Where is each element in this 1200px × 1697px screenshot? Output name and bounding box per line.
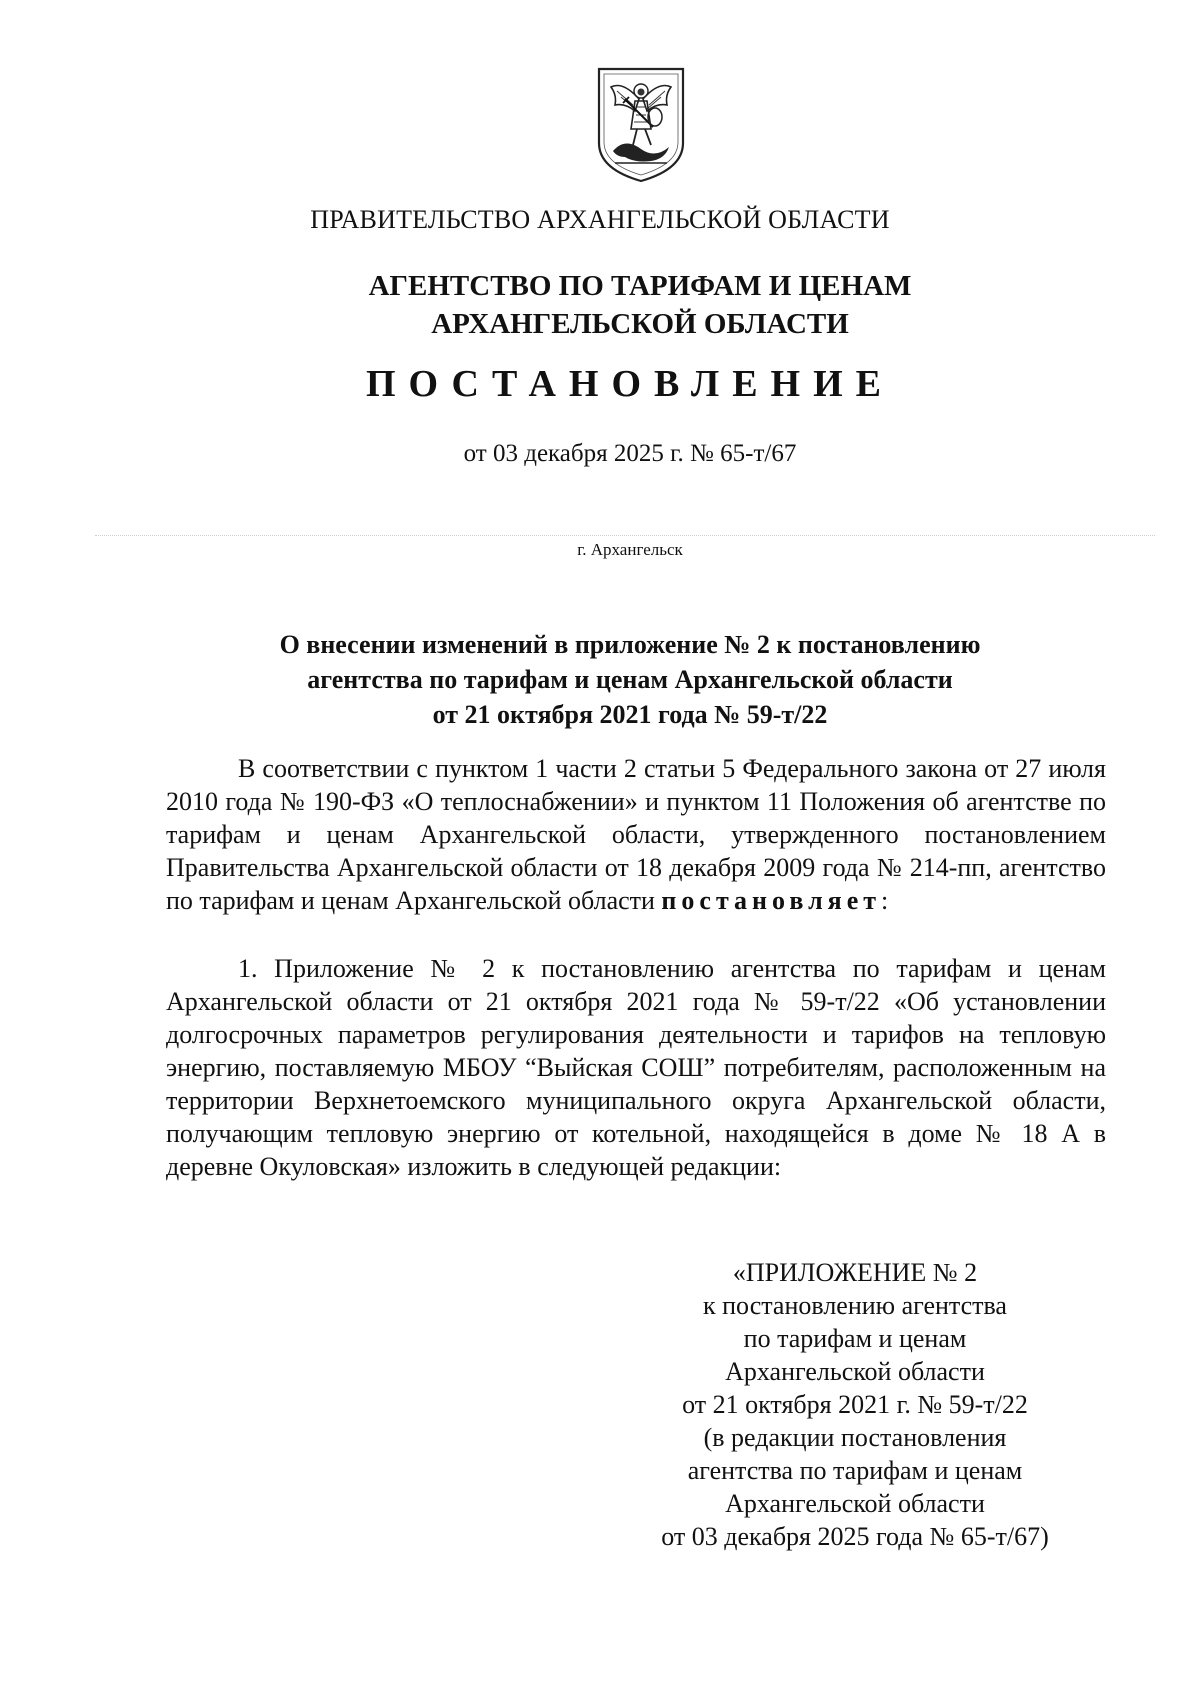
decree-date: от 03 декабря 2025 г. № 65-т/67 <box>463 440 797 467</box>
appendix-line: «ПРИЛОЖЕНИЕ № 2 <box>732 1258 978 1287</box>
body-paragraph-preamble <box>166 752 1106 917</box>
decides-colon: : <box>881 886 889 915</box>
appendix-heading <box>620 1256 1090 1553</box>
decree-title: ПОСТАНОВЛЕНИЕ <box>365 363 895 405</box>
body-paragraph-item-1: 1. Приложение № 2 к постановлению агентства по тарифам и ценам Архангельской области от 21 октября 2021 года № 59-т/22 «Об установлении долгосрочных параметров регулирования деятельности и тарифов на тепловую энергию, поставляемую МБОУ “Выйская СОШ” потребителям, расположенным на территории Верхнетоемского муниципального округа Архангельской области, получающим тепловую энергию от котельной, находящейся в доме № 18 А в деревне Окуловская» изложить в следующей редакции: <box>166 954 1106 1181</box>
government-name: ПРАВИТЕЛЬСТВО АРХАНГЕЛЬСКОЙ ОБЛАСТИ <box>310 205 890 234</box>
subject-line1: О внесении изменений в приложение № 2 к постановлению <box>279 630 981 659</box>
subject-line2: агентства по тарифам и ценам Архангельской области <box>307 665 953 694</box>
agency-name-line2: АРХАНГЕЛЬСКОЙ ОБЛАСТИ <box>431 308 849 340</box>
appendix-line: от 03 декабря 2025 года № 65-т/67) <box>661 1522 1049 1551</box>
decides-word: постановляет <box>661 886 882 915</box>
appendix-line: агентства по тарифам и ценам <box>687 1456 1023 1485</box>
appendix-line: Архангельской области <box>725 1489 985 1518</box>
appendix-line: от 21 октября 2021 г. № 59-т/22 <box>682 1390 1028 1419</box>
agency-name <box>40 267 1200 343</box>
agency-name-line1: АГЕНТСТВО ПО ТАРИФАМ И ЦЕНАМ <box>368 270 912 302</box>
appendix-line: по тарифам и ценам <box>743 1324 967 1353</box>
document-subject <box>30 627 1200 732</box>
separator-line <box>95 535 1155 536</box>
appendix-line: (в редакции постановления <box>703 1423 1007 1452</box>
archangel-coat-of-arms-icon <box>595 65 687 185</box>
city-name: г. Архангельск <box>577 540 683 559</box>
appendix-line: к постановлению агентства <box>703 1291 1007 1320</box>
subject-line3: от 21 октября 2021 года № 59-т/22 <box>432 700 828 729</box>
appendix-line: Архангельской области <box>725 1357 985 1386</box>
preamble-text: В соответствии с пунктом 1 части 2 статьи 5 Федерального закона от 27 июля 2010 года № 190-ФЗ «О теплоснабжении» и пунктом 11 Положения об агентстве по тарифам и ценам Архангельской области, утвержденного постановлением Правительства Архангельской области от 18 декабря 2009 года № 214-пп, агентство по тарифам и ценам Архангельской области <box>166 754 1106 915</box>
